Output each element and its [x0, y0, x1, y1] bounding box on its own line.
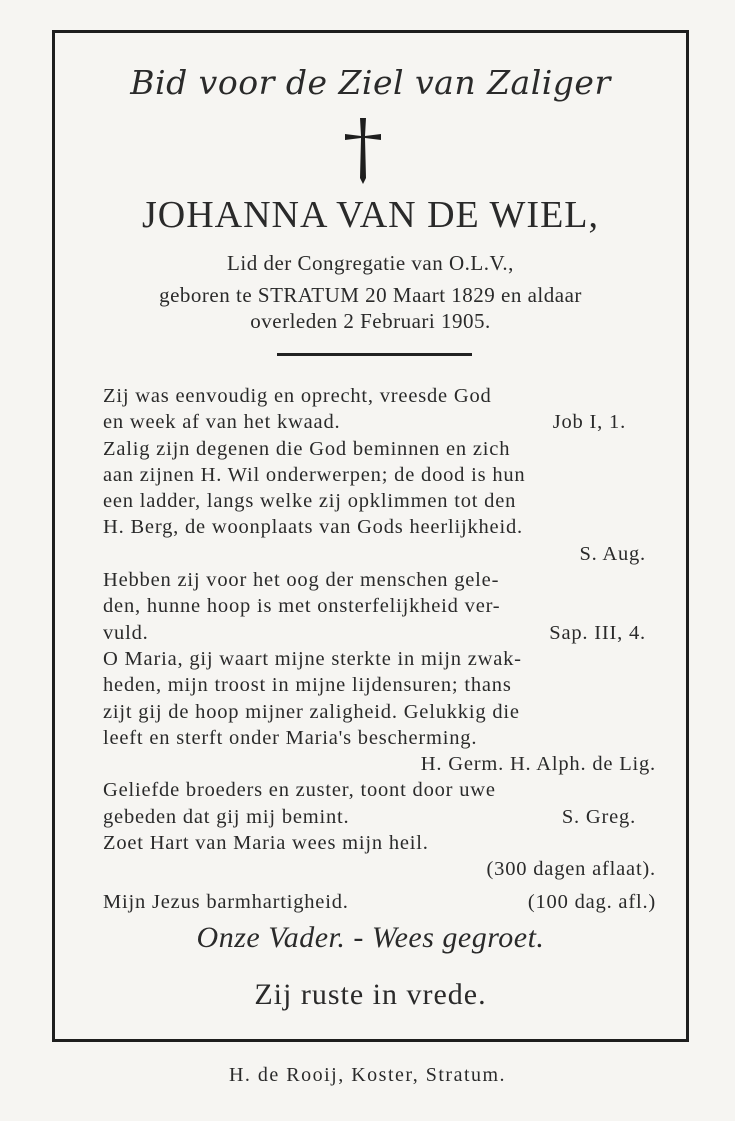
verse-text: Mijn Jezus barmhartigheid. [103, 890, 349, 913]
verse-line [103, 777, 666, 803]
verse-line [103, 620, 666, 646]
verse-line [103, 699, 666, 725]
verse-line [103, 856, 666, 882]
verse-line [103, 593, 666, 619]
card-heading: Bid voor de Ziel van Zaliger [130, 63, 611, 102]
verse-ref: S. Greg. [561, 805, 636, 828]
verse-text: Geliefde broeders en zuster, toont door uwe [103, 779, 496, 802]
memorial-card [52, 30, 689, 1042]
verse-line [103, 383, 666, 409]
verse-line [103, 567, 666, 593]
verse-text: een ladder, langs welke zij opklimmen tot den [103, 490, 517, 513]
verse-text: Hebben zij voor het oog der menschen gele- [103, 569, 500, 592]
divider-rule [277, 353, 472, 356]
verse-text: en week af van het kwaad. [103, 411, 341, 434]
verse-ref: H. Germ. H. Alph. de Lig. [420, 753, 656, 776]
verse-line [103, 436, 666, 462]
verse-ref: S. Aug. [579, 542, 646, 565]
verse-line [103, 462, 666, 488]
prayer-line: Onze Vader. - Wees gegroet. [196, 921, 545, 954]
verse-text: gebeden dat gij mij bemint. [103, 805, 350, 828]
verse-text: vuld. [103, 621, 149, 644]
verse-ref: (100 dag. afl.) [527, 890, 656, 913]
verse-line [103, 725, 666, 751]
verse-line [103, 409, 666, 435]
verse-text: Zalig zijn degenen die God beminnen en zich [103, 437, 511, 460]
verse-ref: (300 dagen aflaat). [486, 858, 656, 881]
verse-line [103, 541, 666, 567]
rest-in-peace-line: Zij ruste in vrede. [254, 978, 487, 1011]
verse-text: H. Berg, de woonplaats van Gods heerlijkheid. [103, 516, 523, 539]
verse-line [103, 672, 666, 698]
birth-line: geboren te STRATUM 20 Maart 1829 en aldaar [159, 283, 582, 307]
death-line: overleden 2 Februari 1905. [250, 309, 491, 333]
deceased-name: JOHANNA VAN DE WIEL, [142, 194, 599, 236]
verse-text: heden, mijn troost in mijne lijdensuren; thans [103, 674, 512, 697]
verse-line [103, 889, 666, 915]
verses-block [103, 383, 666, 915]
verse-line [103, 830, 666, 856]
verse-line [103, 751, 666, 777]
verse-text: den, hunne hoop is met onsterfelijkheid ver- [103, 595, 501, 618]
verse-text: zijt gij de hoop mijner zaligheid. Gelukkig die [103, 700, 520, 723]
verse-text: Zoet Hart van Maria wees mijn heil. [103, 832, 429, 855]
verse-line [103, 646, 666, 672]
verse-text: leeft en sterft onder Maria's bescherming. [103, 726, 478, 749]
verse-ref: Sap. III, 4. [549, 621, 646, 644]
verse-line [103, 514, 666, 540]
verse-ref: Job I, 1. [552, 411, 626, 434]
verse-line [103, 488, 666, 514]
verse-line [103, 804, 666, 830]
congregation-line: Lid der Congregatie van O.L.V., [227, 251, 514, 275]
verse-text: Zij was eenvoudig en oprecht, vreesde God [103, 385, 492, 407]
latin-cross-icon [343, 116, 383, 186]
verse-text: aan zijnen H. Wil onderwerpen; de dood is hun [103, 463, 526, 486]
verse-text: O Maria, gij waart mijne sterkte in mijn zwak- [103, 647, 522, 670]
printer-imprint: H. de Rooij, Koster, Stratum. [228, 1064, 507, 1086]
